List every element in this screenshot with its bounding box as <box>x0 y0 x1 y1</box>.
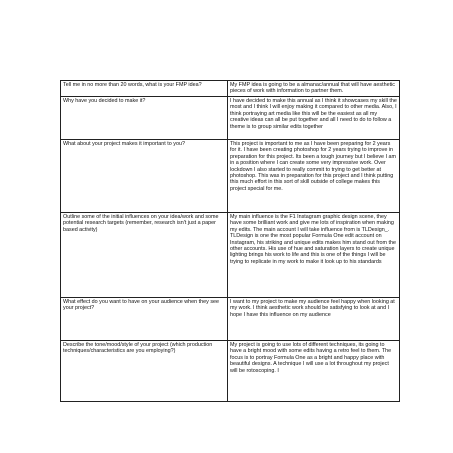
table-row <box>61 81 400 97</box>
question-cell: Outline some of the initial influences on your idea/work and some potential research targets (remember, research isn't just a paper based activity) <box>61 213 228 298</box>
answer-cell: This project is important to me as I have been preparing for 2 years for it. I have been creating photoshop for 2 years trying to improve in preparation for this project. Its been a tough journey but I believe I am in a position where I can create some very impressive work. Over lockdown I also started to really commit to trying to get better at photoshop. This was in preparation for this project and I think putting this much effort in this sort of skill outside of college makes this project special for me. <box>228 140 400 213</box>
question-cell: Describe the tone/mood/style of your project (which production techniques/characteristics are you employing?) <box>61 341 228 402</box>
fmp-questionnaire-table <box>60 80 400 402</box>
table-row <box>61 97 400 140</box>
question-cell: What effect do you want to have on your audience when they see your project? <box>61 298 228 341</box>
table-row <box>61 213 400 298</box>
answer-cell: I want to my project to make my audience feel happy when looking at my work. I think aesthetic work should be satisfying to look at and I hope I have this influence on my audience <box>228 298 400 341</box>
answer-cell: My main influence is the F1 Instagram graphic design scene, they have some brilliant work and give me lots of inspiration when making my edits. The main account I will take influence from is TLDesign_. TLDesign is one the most popular Formula One edit account on Instagram, his striking and unique edits makes him stand out from the other accounts. His use of hue and saturation layers to create unique lighting brings his work to life and this is one of the things I will be trying to replicate in my work to make it look up to his standards <box>228 213 400 298</box>
answer-cell: My project is going to use lots of different techniques, its going to have a bright mood with some edits having a retro feel to them. The focus is to portray Formula One as a bright and happy place with beautiful designs. A technique I will use a lot throughout my project will be rotoscoping. I <box>228 341 400 402</box>
table-row <box>61 341 400 402</box>
question-cell: Why have you decided to make it? <box>61 97 228 140</box>
answer-cell: I have decided to make this annual as I think it showcases my skill the most and I think I will enjoy making it compared to other media. Also, I think portraying art media like this will be the easiest as all my creative ideas can all be put together and all I need to do to follow a theme is to group similar edits together <box>228 97 400 140</box>
table-row <box>61 140 400 213</box>
table-row <box>61 298 400 341</box>
answer-cell: My FMP idea is going to be a almanac/annual that will have aesthetic pieces of work with information to partner them. <box>228 81 400 97</box>
question-cell: Tell me in no more than 20 words, what is your FMP idea? <box>61 81 228 97</box>
question-cell: What about your project makes it important to you? <box>61 140 228 213</box>
